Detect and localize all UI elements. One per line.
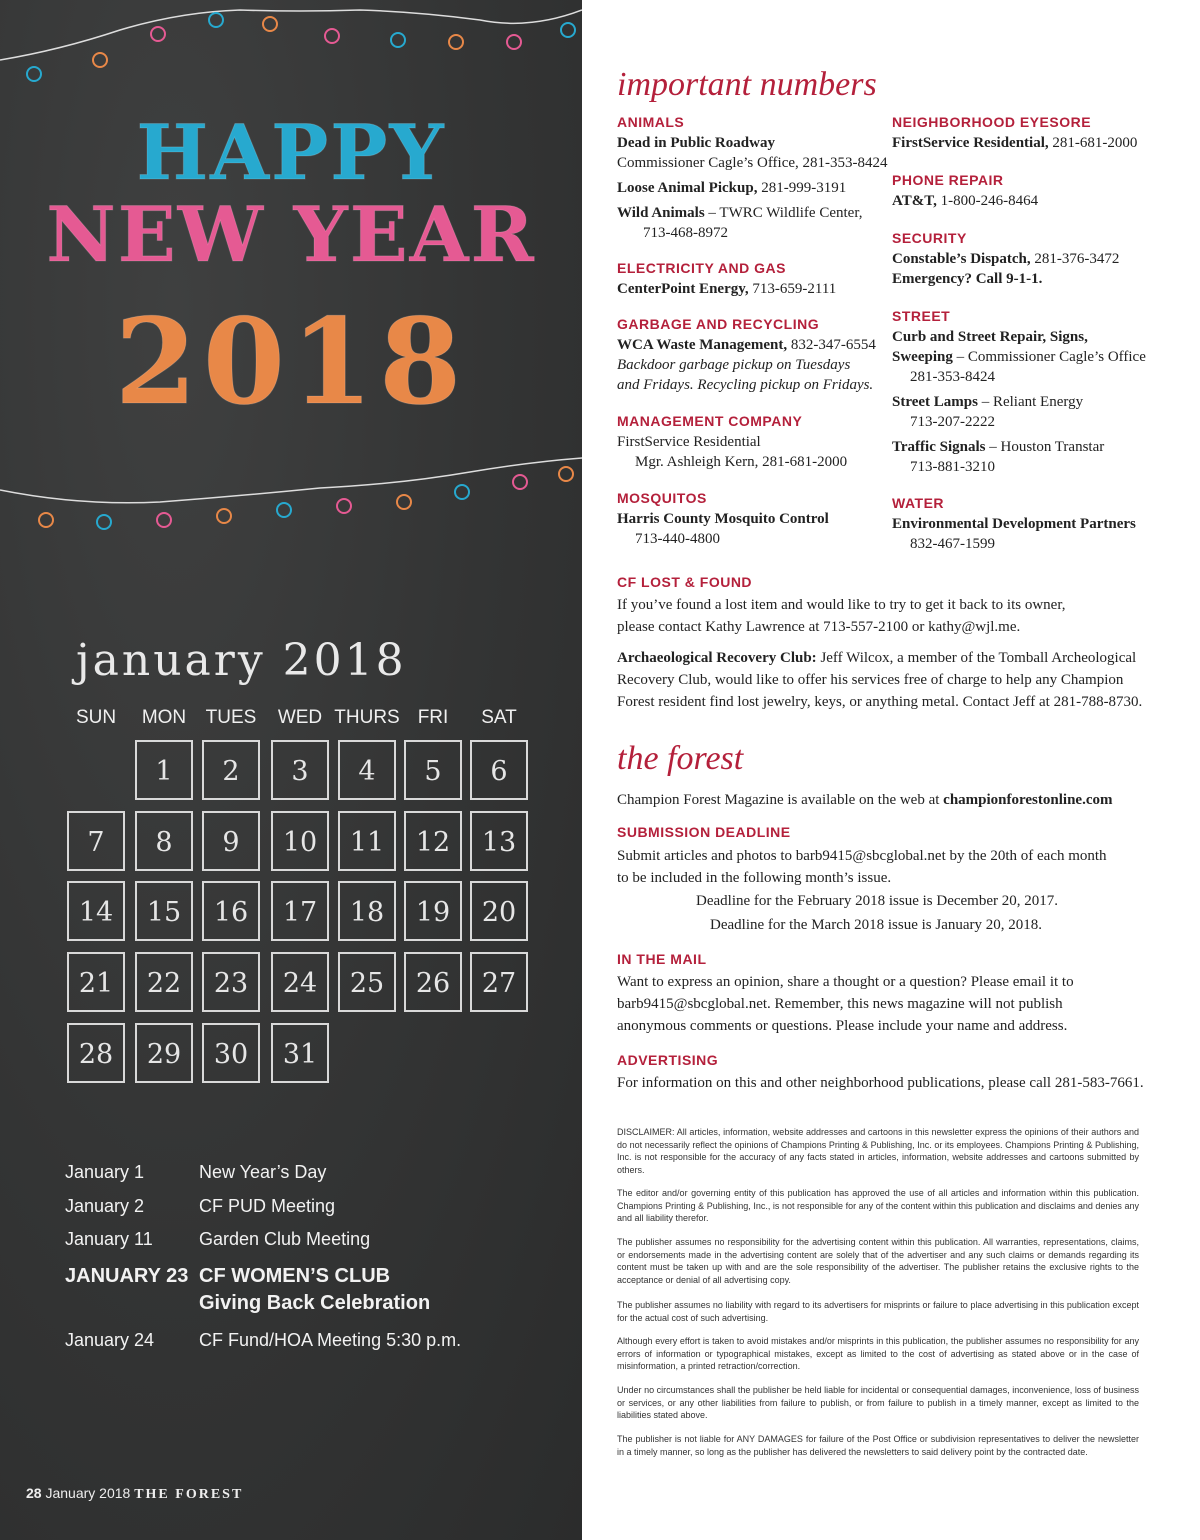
banner-year: 2018 [114, 292, 468, 431]
animals-line: Dead in Public Roadway [617, 135, 775, 151]
event-title: CF Fund/HOA Meeting 5:30 p.m. [199, 1330, 462, 1350]
event-date: January 2 [65, 1196, 145, 1216]
important-numbers-heading: important numbers [617, 66, 877, 103]
calendar-day: 28 [67, 1023, 125, 1083]
string-lights-bottom [0, 448, 582, 538]
event-title: New Year’s Day [199, 1162, 327, 1182]
calendar-day: 8 [135, 811, 193, 871]
calendar-day: 4 [338, 740, 396, 800]
animals-line: Commissioner Cagle’s Office, 281-353-8424 [617, 155, 888, 171]
banner-new-year: NEW YEAR [46, 190, 536, 279]
section-label-advertising: ADVERTISING [617, 1052, 719, 1068]
calendar-day: 9 [202, 811, 260, 871]
calendar-day: 7 [67, 811, 125, 871]
management-line: FirstService Residential [617, 434, 761, 450]
website-link[interactable]: championforestonline.com [943, 792, 1113, 808]
disclaimer-paragraph: Under no circumstances shall the publisher be held liable for incidental or consequential damages, inconvenience, loss of business or services, or any other liabilities from failure to publish, or from failure to publish in a timely manner, except as limited to the liabilities stated above. [617, 1385, 1139, 1421]
phone-line: AT&T, 1-800-246-8464 [892, 193, 1039, 209]
submission-line: Submit articles and photos to barb9415@sbcglobal.net by the 20th of each month [617, 848, 1107, 864]
weekday-label: TUES [205, 707, 257, 728]
management-line: Mgr. Ashleigh Kern, 281-681-2000 [635, 454, 848, 470]
event-subtitle: Giving Back Celebration [199, 1292, 431, 1314]
event-title: CF PUD Meeting [199, 1196, 336, 1216]
event-title: Garden Club Meeting [199, 1229, 371, 1249]
calendar-day: 30 [202, 1023, 260, 1083]
calendar-day: 15 [135, 881, 193, 941]
mail-line: barb9415@sbcglobal.net. Remember, this news magazine will not publish [617, 996, 1063, 1012]
section-label-lost-found: CF LOST & FOUND [617, 574, 753, 590]
magazine-name: THE FOREST [134, 1487, 244, 1502]
issue-date: January 2018 [45, 1485, 131, 1501]
disclaimer-paragraph: DISCLAIMER: All articles, information, website addresses and cartoons in this newsletter express the opinions of their authors and do not necessarily reflect the opinions of Champions Printing & Publishing, Inc. or its employees. Champions Printing & Publishing, Inc. is not responsible for the accuracy of any facts stated in articles, information, website addresses and cartoons submitted by others. [617, 1127, 1139, 1175]
submission-line: to be included in the following month’s issue. [617, 870, 892, 886]
disclaimer-paragraph: Although every effort is taken to avoid mistakes and/or misprints in this publication, the publisher assumes no responsibility for any errors of information or typographical mistakes, except as limited to the cost of advertising as stated above or in the case of misinformation, a printed retraction/correction. [617, 1336, 1139, 1372]
calendar-day: 13 [470, 811, 528, 871]
mail-line: Want to express an opinion, share a thought or a question? Please email it to [617, 974, 1074, 990]
section-label-submission: SUBMISSION DEADLINE [617, 824, 791, 840]
calendar-day: 23 [202, 952, 260, 1012]
section-label-electricity: ELECTRICITY AND GAS [617, 260, 786, 276]
weekday-label: FRI [417, 707, 449, 728]
garbage-line: WCA Waste Management, 832-347-6554 [617, 337, 876, 353]
calendar-day: 22 [135, 952, 193, 1012]
lost-found-line: If you’ve found a lost item and would like to try to get it back to its owner, [617, 597, 1066, 613]
calendar-day: 26 [404, 952, 462, 1012]
mosquitos-line: 713-440-4800 [635, 531, 720, 547]
lost-found-line: please contact Kathy Lawrence at 713-557-2100 or kathy@wjl.me. [617, 619, 1021, 635]
eyesore-line: FirstService Residential, 281-681-2000 [892, 135, 1138, 151]
section-label-eyesore: NEIGHBORHOOD EYESORE [892, 114, 1092, 130]
security-line: Emergency? Call 9-1-1. [892, 271, 1043, 287]
weekday-label: SUN [75, 707, 117, 728]
advertising-line: For information on this and other neighborhood publications, please call 281-583-7661. [617, 1075, 1144, 1091]
weekday-label: WED [277, 707, 323, 728]
weekday-label: SAT [481, 707, 517, 728]
electricity-line: CenterPoint Energy, 713-659-2111 [617, 281, 837, 297]
calendar-day: 25 [338, 952, 396, 1012]
security-line: Constable’s Dispatch, 281-376-3472 [892, 251, 1120, 267]
street-line: Curb and Street Repair, Signs, [892, 329, 1088, 345]
mosquitos-line: Harris County Mosquito Control [617, 511, 829, 527]
calendar-day: 31 [271, 1023, 329, 1083]
banner-happy: HAPPY [136, 108, 446, 197]
section-label-management: MANAGEMENT COMPANY [617, 413, 803, 429]
lost-found-line: Recovery Club, would like to offer his services free of charge to help any Champion [617, 672, 1124, 688]
the-forest-heading: the forest [617, 740, 744, 777]
calendar-day: 18 [338, 881, 396, 941]
lost-found-line: Forest resident find lost jewelry, keys, or anything metal. Contact Jeff at 281-788-8730. [617, 694, 1143, 710]
lost-found-line: Archaeological Recovery Club: Jeff Wilcox, a member of the Tomball Archeological [617, 650, 1137, 666]
section-label-mail: IN THE MAIL [617, 951, 707, 967]
street-line: 713-881-3210 [910, 459, 995, 475]
section-label-security: SECURITY [892, 230, 967, 246]
chalkboard-panel [0, 0, 582, 1540]
street-line: Street Lamps – Reliant Energy [892, 394, 1084, 410]
section-label-garbage: GARBAGE AND RECYCLING [617, 316, 820, 332]
calendar-day: 6 [470, 740, 528, 800]
event-title: CF WOMEN’S CLUB [199, 1265, 391, 1287]
calendar-day: 5 [404, 740, 462, 800]
mail-line: anonymous comments or questions. Please include your name and address. [617, 1018, 1068, 1034]
garbage-line: and Fridays. Recycling pickup on Fridays. [617, 377, 874, 393]
animals-line: Wild Animals – TWRC Wildlife Center, [617, 205, 863, 221]
calendar-day: 21 [67, 952, 125, 1012]
calendar-day: 12 [404, 811, 462, 871]
calendar-day: 2 [202, 740, 260, 800]
street-line: 281-353-8424 [910, 369, 995, 385]
calendar-day: 10 [271, 811, 329, 871]
page-number: 28 [26, 1485, 42, 1501]
street-line: 713-207-2222 [910, 414, 995, 430]
calendar-day: 27 [470, 952, 528, 1012]
street-line: Sweeping – Commissioner Cagle’s Office [892, 349, 1146, 365]
disclaimer-paragraph: The editor and/or governing entity of this publication has approved the use of all articles and information within this publication. Champions Printing & Publishing, Inc., is not responsible for any of the content within this publication and disclaims and denies any and all liability therefor. [617, 1188, 1139, 1224]
garbage-line: Backdoor garbage pickup on Tuesdays [617, 357, 851, 373]
calendar-day: 19 [404, 881, 462, 941]
submission-line: Deadline for the March 2018 issue is January 20, 2018. [710, 917, 1043, 933]
website-line: Champion Forest Magazine is available on the web at championforestonline.com [617, 792, 1113, 808]
page-footer [26, 1485, 243, 1503]
string-lights-top [0, 0, 582, 90]
weekday-label: THURS [334, 707, 400, 728]
section-label-mosquitos: MOSQUITOS [617, 490, 707, 506]
section-label-water: WATER [892, 495, 945, 511]
calendar-day: 17 [271, 881, 329, 941]
calendar-day: 14 [67, 881, 125, 941]
calendar-day: 16 [202, 881, 260, 941]
water-line: Environmental Development Partners [892, 516, 1136, 532]
calendar-day: 1 [135, 740, 193, 800]
submission-line: Deadline for the February 2018 issue is December 20, 2017. [696, 893, 1058, 909]
calendar-title: january 2018 [76, 635, 407, 686]
disclaimer-paragraph: The publisher assumes no liability with regard to its advertisers for misprints or failure to place advertising in this publication except for the actual cost of such advertising. [617, 1300, 1139, 1323]
water-line: 832-467-1599 [910, 536, 995, 552]
section-label-phone: PHONE REPAIR [892, 172, 1004, 188]
disclaimer-paragraph: The publisher assumes no responsibility for the advertising content within this publication. All warranties, representations, claims, or endorsements made in the advertising content are solely that of the advertiser and any such claims or demands regarding its content must be taken up with and are the sole responsibility of the advertiser. The publisher retains the exclusive rights to the acceptance or denial of all advertising copy. [617, 1237, 1139, 1285]
disclaimer-paragraph: The publisher is not liable for ANY DAMAGES for failure of the Post Office or subdivision representatives to deliver the newsletter in a timely manner, so long as the publisher has delivered the newsletters to said delivery point by the contracted date. [617, 1434, 1139, 1457]
calendar-day: 20 [470, 881, 528, 941]
event-date: January 11 [65, 1229, 153, 1249]
calendar-day: 3 [271, 740, 329, 800]
animals-line: 713-468-8972 [643, 225, 728, 241]
calendar-day: 29 [135, 1023, 193, 1083]
weekday-label: MON [141, 707, 187, 728]
animals-line: Loose Animal Pickup, 281-999-3191 [617, 180, 847, 196]
calendar-day: 24 [271, 952, 329, 1012]
section-label-animals: ANIMALS [617, 114, 685, 130]
event-date: JANUARY 23 [65, 1265, 189, 1287]
calendar-day: 11 [338, 811, 396, 871]
event-date: January 24 [65, 1330, 155, 1350]
street-line: Traffic Signals – Houston Transtar [892, 439, 1105, 455]
event-date: January 1 [65, 1162, 145, 1182]
section-label-street: STREET [892, 308, 951, 324]
